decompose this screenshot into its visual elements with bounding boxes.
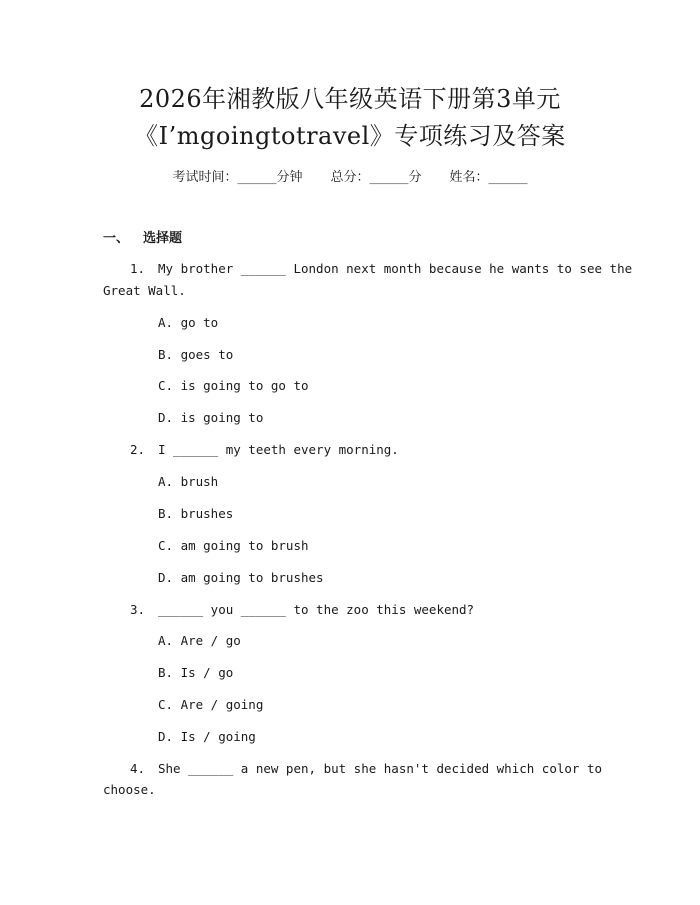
question-text: My brother ______ London next month because he wants to see the [158, 261, 633, 276]
question-text: ______ you ______ to the zoo this weekend? [158, 602, 475, 617]
question-1 [130, 259, 632, 279]
question-number: 3. [130, 602, 146, 617]
question-text: I ______ my teeth every morning. [158, 442, 399, 457]
option-3c: C. Are / going [158, 697, 264, 712]
option-2c: C. am going to brush [158, 538, 309, 553]
question-3 [130, 600, 474, 620]
option-3d: D. Is / going [158, 729, 256, 744]
doc-title-line1: 2026年湘教版八年级英语下册第3单元 [139, 85, 561, 113]
option-1d: D. is going to [158, 410, 264, 425]
option-1b: B. goes to [158, 347, 234, 362]
option-2a: A. brush [158, 474, 219, 489]
total-score: 总分：______分 [330, 170, 422, 185]
option-2d: D. am going to brushes [158, 570, 324, 585]
question-number: 4. [130, 761, 146, 776]
section-title: 选择题 [143, 231, 183, 246]
option-2b: B. brushes [158, 506, 234, 521]
exam-time: 考试时间：______分钟 [172, 170, 303, 185]
question-1-continuation: Great Wall. [103, 283, 186, 298]
option-3a: A. Are / go [158, 633, 241, 648]
question-4-continuation: choose. [103, 782, 156, 797]
question-number: 1. [130, 261, 146, 276]
option-1a: A. go to [158, 315, 219, 330]
question-4 [130, 759, 602, 779]
doc-title-line2: 《I’mgoingtotravel》专项练习及答案 [134, 122, 566, 150]
section-number: 一、 [103, 231, 130, 246]
exam-info [0, 168, 700, 188]
option-1c: C. is going to go to [158, 378, 309, 393]
option-3b: B. Is / go [158, 665, 234, 680]
question-text: She ______ a new pen, but she hasn't decided which color to [158, 761, 603, 776]
question-number: 2. [130, 442, 146, 457]
section-heading [103, 229, 182, 249]
question-2 [130, 440, 399, 460]
student-name: 姓名：______ [449, 170, 528, 185]
